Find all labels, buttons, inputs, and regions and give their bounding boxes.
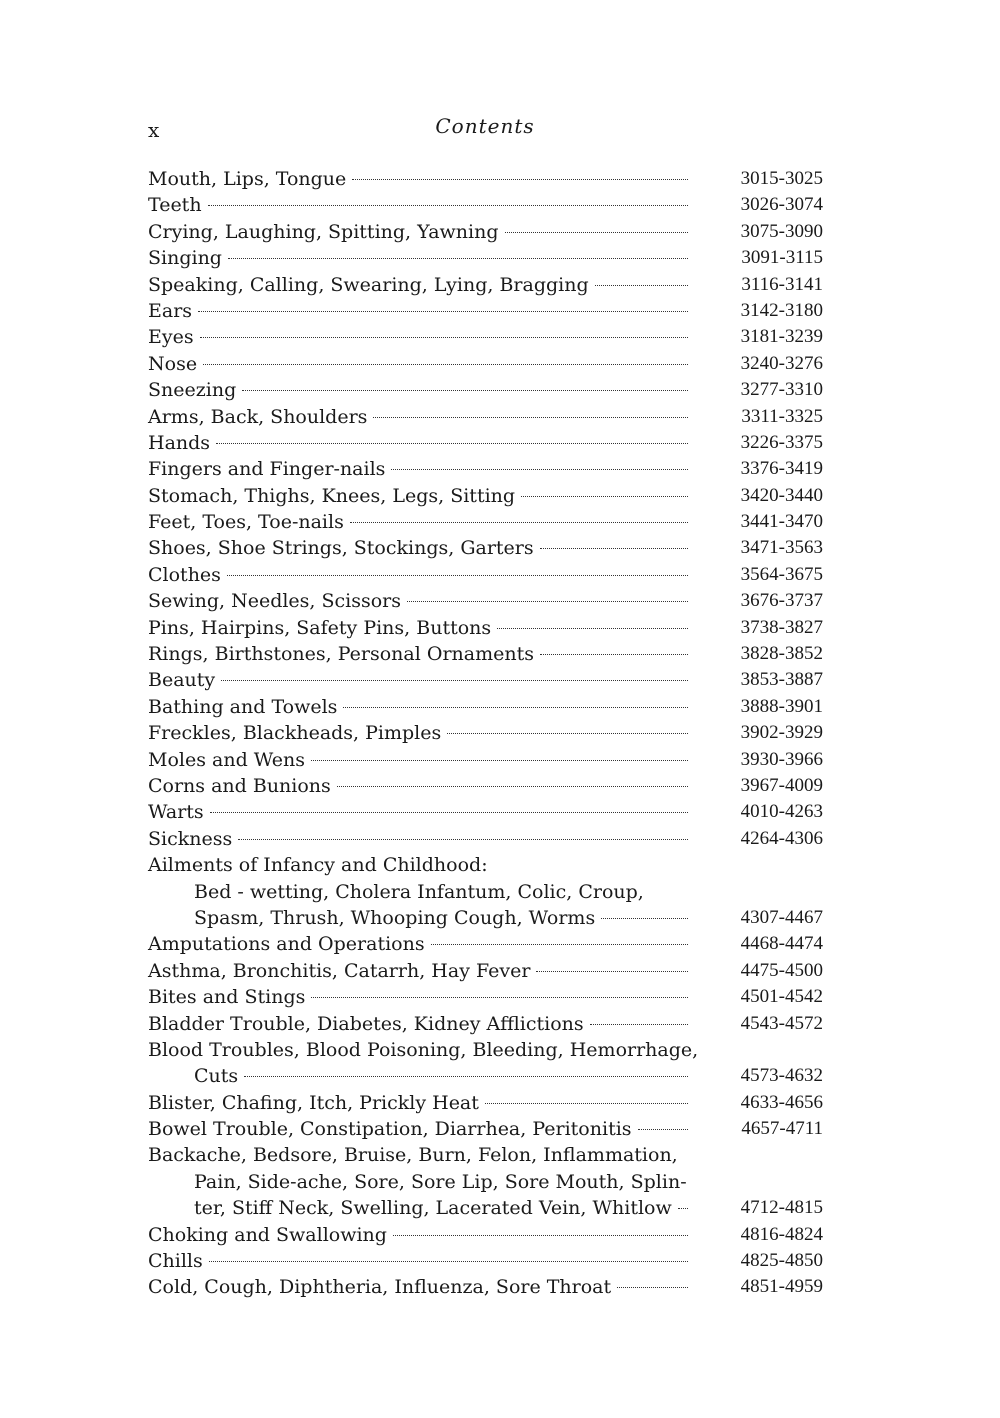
toc-entry-text: Fingers and Finger-nails — [148, 458, 386, 481]
toc-entry-title — [148, 272, 688, 298]
toc-entry-range: 3967-4009 — [740, 774, 823, 796]
toc-entry-title — [148, 483, 688, 509]
toc-entry-range: 3311-3325 — [741, 405, 823, 427]
toc-entry-range: 4543-4572 — [740, 1012, 823, 1034]
toc-entry-title — [148, 1011, 688, 1037]
leader-dots — [638, 1128, 688, 1130]
toc-entry-range: 4851-4959 — [740, 1276, 823, 1298]
leader-dots — [590, 1023, 688, 1025]
toc-entry — [148, 588, 828, 614]
toc-entry-text: Shoes, Shoe Strings, Stockings, Garters — [148, 537, 534, 560]
toc-entry-title — [148, 641, 688, 667]
toc-entry-range: 3471-3563 — [740, 537, 823, 559]
leader-dots — [540, 547, 688, 549]
toc-entry-range: 3828-3852 — [740, 643, 823, 665]
toc-entry-text: Teeth — [148, 194, 202, 217]
toc-entry — [148, 799, 828, 825]
toc-entry-title — [148, 562, 688, 588]
toc-entry — [148, 615, 828, 641]
toc-entry-range: 3420-3440 — [740, 484, 823, 506]
toc-entry — [148, 905, 828, 931]
toc-entry-range: 3091-3115 — [741, 247, 823, 269]
page-number: x — [148, 118, 161, 142]
toc-entry — [148, 958, 828, 984]
toc-entry-title — [148, 747, 688, 773]
leader-dots — [485, 1102, 688, 1104]
leader-dots — [209, 1260, 688, 1262]
toc-entry-title — [148, 245, 688, 271]
toc-entry-range: 4816-4824 — [740, 1223, 823, 1245]
toc-entry-title — [148, 509, 688, 535]
toc-entry-text: Bathing and Towels — [148, 695, 338, 718]
leader-dots — [601, 917, 688, 919]
toc-entry-title — [148, 404, 688, 430]
toc-entry-text: Eyes — [148, 326, 194, 349]
toc-entry-range: 3676-3737 — [740, 590, 823, 612]
toc-entry-range: 4468-4474 — [740, 933, 823, 955]
toc-entry-title — [148, 219, 688, 245]
toc-entry-text: Bed - wetting, Cholera Infantum, Colic, Croup, — [194, 880, 644, 903]
toc-entry-text: Sneezing — [148, 379, 237, 402]
toc-entry-text: Amputations and Operations — [148, 933, 425, 956]
leader-dots — [393, 1234, 688, 1236]
toc-entry — [148, 404, 828, 430]
toc-entry-title — [194, 1195, 688, 1221]
toc-entry-range: 3930-3966 — [740, 748, 823, 770]
leader-dots — [200, 336, 688, 338]
toc-entry — [148, 483, 828, 509]
toc-entry — [148, 1142, 828, 1168]
toc-entry-text: ter, Stiff Neck, Swelling, Lacerated Vein, Whitlow — [194, 1197, 672, 1220]
toc-entry — [148, 879, 828, 905]
toc-entry-text: Rings, Birthstones, Personal Ornaments — [148, 643, 534, 666]
toc-entry — [148, 245, 828, 271]
toc-entry-text: Corns and Bunions — [148, 774, 331, 797]
toc-entry-title — [148, 1274, 688, 1300]
leader-dots — [447, 732, 688, 734]
toc-entry-title — [148, 720, 688, 746]
toc-entry-range: 3015-3025 — [740, 168, 823, 189]
toc-entry — [148, 984, 828, 1010]
toc-entry-text: Arms, Back, Shoulders — [148, 405, 368, 428]
toc-entry — [148, 272, 828, 298]
toc-entry-range: 3564-3675 — [740, 563, 823, 585]
leader-dots — [678, 1207, 688, 1209]
toc-entry-range: 3240-3276 — [740, 352, 823, 374]
toc-entry — [148, 641, 828, 667]
toc-entry-text: Backache, Bedsore, Bruise, Burn, Felon, Inflammation, — [148, 1144, 678, 1167]
toc-entry-title — [148, 351, 688, 377]
toc-entry — [148, 509, 828, 535]
toc-entry-title — [148, 984, 688, 1010]
toc-entry-text: Choking and Swallowing — [148, 1223, 387, 1246]
leader-dots — [198, 310, 688, 312]
leader-dots — [521, 495, 688, 497]
toc-entry-text: Chills — [148, 1250, 203, 1273]
toc-entry — [148, 298, 828, 324]
toc-entry — [148, 324, 828, 350]
toc-entry-range: 4307-4467 — [740, 906, 823, 928]
toc-entry — [148, 826, 828, 852]
toc-entry-title — [148, 667, 688, 693]
leader-dots — [238, 838, 688, 840]
leader-dots — [228, 257, 688, 259]
toc-entry — [148, 1037, 828, 1063]
toc-entry-title — [148, 430, 688, 456]
toc-entry-title — [194, 905, 688, 931]
toc-entry — [148, 351, 828, 377]
toc-entry-title — [194, 879, 688, 905]
toc-entry-title — [148, 324, 688, 350]
toc-entry-text: Nose — [148, 352, 198, 375]
toc-entry — [148, 852, 828, 878]
leader-dots — [352, 178, 688, 180]
toc-entry — [148, 535, 828, 561]
toc-entry-text: Spasm, Thrush, Whooping Cough, Worms — [194, 906, 596, 929]
toc-entry-range: 3142-3180 — [740, 299, 823, 321]
toc-entry-title — [148, 852, 688, 878]
toc-entry-range: 3738-3827 — [740, 616, 823, 638]
toc-entry-text: Warts — [148, 801, 204, 824]
toc-entry — [148, 1090, 828, 1116]
toc-entry-text: Bladder Trouble, Diabetes, Kidney Afflictions — [148, 1012, 584, 1035]
leader-dots — [343, 706, 688, 708]
toc-entry-range: 4825-4850 — [740, 1250, 823, 1272]
toc-entry-text: Hands — [148, 431, 211, 454]
toc-entry-title — [194, 1063, 688, 1089]
toc-entry-range: 3075-3090 — [740, 220, 823, 242]
toc-entry-title — [148, 166, 688, 192]
toc-entry — [148, 377, 828, 403]
leader-dots — [216, 442, 688, 444]
leader-dots — [244, 1075, 688, 1077]
toc-entry-range: 3277-3310 — [740, 379, 823, 401]
toc-entry-text: Singing — [148, 247, 222, 270]
leader-dots — [221, 679, 688, 681]
toc-entry — [148, 720, 828, 746]
toc-entry-title — [148, 799, 688, 825]
toc-entry-text: Ailments of Infancy and Childhood: — [148, 854, 488, 877]
toc-entry-range: 4573-4632 — [740, 1065, 823, 1087]
toc-entry-range: 4657-4711 — [741, 1118, 823, 1140]
toc-entry — [148, 694, 828, 720]
toc-entry-text: Cold, Cough, Diphtheria, Influenza, Sore Throat — [148, 1276, 612, 1299]
leader-dots — [337, 785, 688, 787]
toc-entry — [148, 1011, 828, 1037]
leader-dots — [536, 970, 688, 972]
toc-entry-range: 3441-3470 — [740, 511, 823, 533]
leader-dots — [617, 1286, 688, 1288]
leader-dots — [242, 389, 688, 391]
toc-entry-text: Beauty — [148, 669, 216, 692]
toc-entry-text: Pins, Hairpins, Safety Pins, Buttons — [148, 616, 492, 639]
toc-entry — [148, 1222, 828, 1248]
toc-entry-range: 4501-4542 — [740, 986, 823, 1008]
toc-entry-range: 3026-3074 — [740, 194, 823, 216]
toc-entry-text: Sickness — [148, 827, 233, 850]
leader-dots — [311, 759, 688, 761]
leader-dots — [595, 284, 688, 286]
toc-entry — [148, 1169, 828, 1195]
leader-dots — [497, 627, 688, 629]
leader-dots — [505, 231, 689, 233]
toc-entry-text: Moles and Wens — [148, 748, 305, 771]
toc-entry-range: 3902-3929 — [740, 722, 823, 744]
toc-entry — [148, 219, 828, 245]
toc-entry-title — [148, 377, 688, 403]
leader-dots — [311, 996, 688, 998]
toc-entry-title — [148, 1037, 699, 1063]
toc-entry-title — [148, 773, 688, 799]
toc-entry — [148, 1248, 828, 1274]
toc-entry — [148, 931, 828, 957]
toc-entry-text: Cuts — [194, 1065, 239, 1088]
toc-entry-text: Blood Troubles, Blood Poisoning, Bleeding, Hemorrhage, — [148, 1038, 699, 1061]
leader-dots — [540, 653, 688, 655]
running-head: Contents — [435, 114, 535, 138]
toc-entry-title — [148, 192, 688, 218]
toc-entry-range: 4264-4306 — [740, 827, 823, 849]
toc-entry-text: Clothes — [148, 563, 221, 586]
toc-entry — [148, 562, 828, 588]
table-of-contents — [148, 166, 828, 1301]
toc-entry-range: 3226-3375 — [740, 431, 823, 453]
toc-entry-text: Freckles, Blackheads, Pimples — [148, 722, 442, 745]
leader-dots — [407, 600, 688, 602]
leader-dots — [208, 204, 688, 206]
toc-entry-range: 3888-3901 — [740, 695, 823, 717]
toc-entry — [148, 667, 828, 693]
toc-entry-range: 4712-4815 — [740, 1197, 823, 1219]
toc-entry — [148, 166, 828, 192]
toc-entry-text: Feet, Toes, Toe-nails — [148, 511, 344, 534]
toc-entry-text: Crying, Laughing, Spitting, Yawning — [148, 220, 499, 243]
toc-entry-range: 4010-4263 — [740, 801, 823, 823]
toc-entry-title — [194, 1169, 688, 1195]
leader-dots — [391, 468, 688, 470]
toc-entry-range: 3853-3887 — [740, 669, 823, 691]
toc-entry-title — [148, 1090, 688, 1116]
leader-dots — [203, 363, 688, 365]
toc-entry-title — [148, 826, 688, 852]
toc-entry — [148, 1116, 828, 1142]
toc-entry-range: 4475-4500 — [740, 959, 823, 981]
toc-entry — [148, 456, 828, 482]
leader-dots — [431, 943, 688, 945]
toc-entry-title — [148, 1116, 688, 1142]
toc-entry-title — [148, 694, 688, 720]
toc-entry-title — [148, 1142, 688, 1168]
toc-entry-text: Stomach, Thighs, Knees, Legs, Sitting — [148, 484, 516, 507]
leader-dots — [350, 521, 688, 523]
toc-entry — [148, 430, 828, 456]
leader-dots — [210, 811, 688, 813]
toc-entry-text: Ears — [148, 299, 193, 322]
toc-entry — [148, 1195, 828, 1221]
toc-entry — [148, 773, 828, 799]
toc-entry-title — [148, 1222, 688, 1248]
toc-entry-title — [148, 931, 688, 957]
toc-entry-title — [148, 958, 688, 984]
toc-entry-title — [148, 456, 688, 482]
toc-entry — [148, 1063, 828, 1089]
toc-entry — [148, 747, 828, 773]
toc-entry-text: Speaking, Calling, Swearing, Lying, Bragging — [148, 273, 589, 296]
toc-entry-text: Blister, Chafing, Itch, Prickly Heat — [148, 1091, 479, 1114]
toc-entry — [148, 1274, 828, 1300]
toc-entry-title — [148, 588, 688, 614]
leader-dots — [227, 574, 688, 576]
toc-entry-text: Pain, Side-ache, Sore, Sore Lip, Sore Mouth, Splin- — [194, 1170, 687, 1193]
toc-entry-range: 4633-4656 — [740, 1091, 823, 1113]
toc-entry-text: Bowel Trouble, Constipation, Diarrhea, Peritonitis — [148, 1118, 632, 1141]
toc-entry-text: Mouth, Lips, Tongue — [148, 168, 347, 190]
toc-entry-text: Sewing, Needles, Scissors — [148, 590, 402, 613]
toc-entry-title — [148, 298, 688, 324]
toc-entry — [148, 192, 828, 218]
toc-entry-range: 3376-3419 — [740, 458, 823, 480]
toc-entry-title — [148, 535, 688, 561]
toc-entry-text: Bites and Stings — [148, 986, 306, 1009]
toc-entry-range: 3181-3239 — [740, 326, 823, 348]
toc-entry-title — [148, 615, 688, 641]
toc-entry-title — [148, 1248, 688, 1274]
toc-entry-range: 3116-3141 — [741, 273, 823, 295]
leader-dots — [373, 416, 688, 418]
toc-entry-text: Asthma, Bronchitis, Catarrh, Hay Fever — [148, 959, 531, 982]
